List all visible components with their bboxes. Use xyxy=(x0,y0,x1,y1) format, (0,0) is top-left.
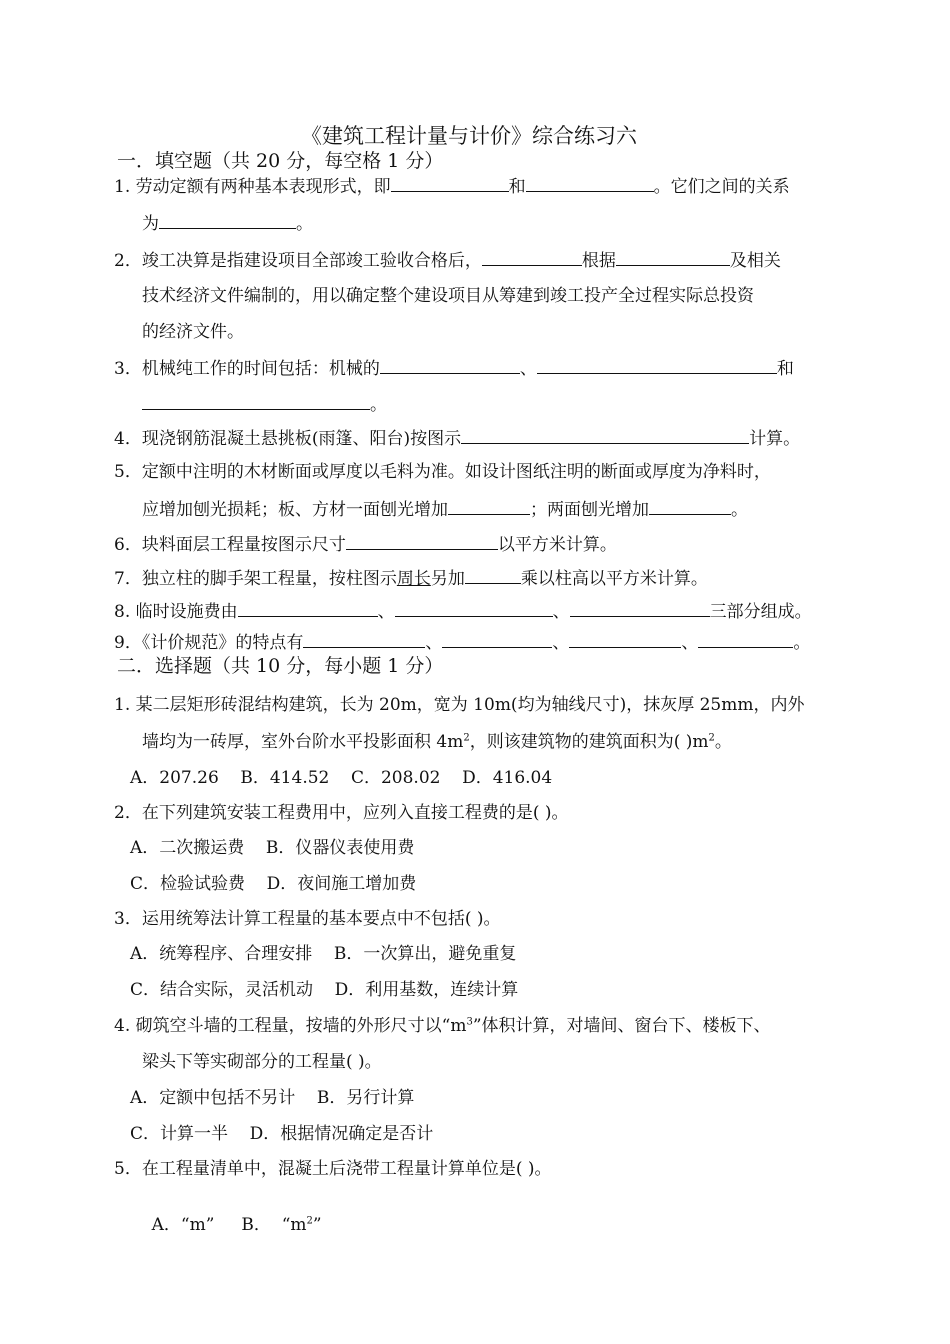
superscript: 2 xyxy=(463,732,470,744)
text: 为 xyxy=(142,214,159,234)
text: 根据 xyxy=(581,251,616,271)
superscript: 3 xyxy=(466,1016,473,1028)
choice-options: C．结合实际，灵活机动 D．利用基数，连续计算 xyxy=(130,980,519,1000)
text: 、 xyxy=(377,602,395,622)
text: 、 xyxy=(552,633,570,653)
text: 8. 临时设施费由 xyxy=(114,602,238,622)
text: 以平方米计算。 xyxy=(497,535,617,555)
text: 2．竣工决算是指建设项目全部竣工验收合格后， xyxy=(114,251,482,271)
fill-question-2-cont: 技术经济文件编制的，用以确定整个建设项目从筹建到竣工投产全过程实际总投资 xyxy=(142,286,754,306)
text: 4. 砌筑空斗墙的工程量，按墙的外形尺寸以“m xyxy=(114,1016,467,1036)
page-title: 《建筑工程计量与计价》综合练习六 xyxy=(301,124,637,148)
answer-blank[interactable] xyxy=(482,250,582,266)
choice-question-4 xyxy=(114,1016,771,1036)
text: 、 xyxy=(681,633,699,653)
fill-question-7 xyxy=(114,568,708,589)
choice-question-1-cont xyxy=(142,732,732,752)
fill-question-1-cont xyxy=(142,213,313,234)
text: 、 xyxy=(425,633,443,653)
text: 乘以柱高以平方米计算。 xyxy=(520,569,708,589)
text: 和 xyxy=(508,177,526,197)
answer-blank[interactable] xyxy=(142,394,370,410)
answer-blank[interactable] xyxy=(537,358,777,374)
answer-blank[interactable] xyxy=(448,499,530,515)
answer-blank[interactable] xyxy=(526,176,654,192)
fill-question-2 xyxy=(114,250,781,271)
choice-options: A．定额中包括不另计 B．另行计算 xyxy=(130,1088,415,1108)
fill-question-1 xyxy=(114,176,790,197)
text: 计算。 xyxy=(749,429,801,449)
text: 7．独立柱的脚手架工程量，按柱图示 xyxy=(114,569,397,589)
answer-blank[interactable] xyxy=(395,601,553,617)
fill-question-9 xyxy=(114,632,810,653)
text: A．“m” B． “m xyxy=(151,1215,307,1235)
text: 。 xyxy=(714,732,732,752)
choice-question-2: 2．在下列建筑安装工程费用中，应列入直接工程费的是( )。 xyxy=(114,803,569,823)
choice-question-1: 1. 某二层矩形砖混结构建筑，长为 20m，宽为 10m(均为轴线尺寸)，抹灰厚 25mm，内外 xyxy=(114,695,805,715)
text: 。 xyxy=(370,395,387,415)
text: 、 xyxy=(552,602,570,622)
answer-blank[interactable] xyxy=(346,534,498,550)
choice-options: C．检验试验费 D．夜间施工增加费 xyxy=(130,874,417,894)
answer-blank[interactable] xyxy=(465,568,521,584)
text: 。 xyxy=(793,633,811,653)
text: ，则该建筑物的建筑面积为( )m xyxy=(469,732,709,752)
answer-blank[interactable] xyxy=(303,632,425,648)
underlined-term: 周长 xyxy=(396,569,431,589)
choice-options: A．207.26 B．414.52 C．208.02 D．416.04 xyxy=(130,768,553,788)
section-heading-choice: 二．选择题（共 10 分，每小题 1 分） xyxy=(117,655,444,677)
answer-blank[interactable] xyxy=(380,358,520,374)
answer-blank[interactable] xyxy=(616,250,730,266)
answer-blank[interactable] xyxy=(649,499,731,515)
answer-blank[interactable] xyxy=(442,632,552,648)
fill-question-3-cont xyxy=(142,394,387,415)
text: 墙均为一砖厚，室外台阶水平投影面积 4m xyxy=(142,732,464,752)
fill-question-2-cont: 的经济文件。 xyxy=(142,322,244,342)
fill-question-5-cont xyxy=(142,499,748,520)
text: 三部分组成。 xyxy=(709,602,812,622)
answer-blank[interactable] xyxy=(698,632,793,648)
text: 4．现浇钢筋混凝土悬挑板(雨篷、阳台)按图示 xyxy=(114,429,462,449)
choice-options: A．二次搬运费 B．仪器仪表使用费 xyxy=(130,838,415,858)
superscript: 2 xyxy=(708,732,715,744)
text: 另加 xyxy=(430,569,465,589)
fill-question-6 xyxy=(114,534,617,555)
text: 9．《计价规范》的特点有 xyxy=(114,633,304,653)
text: 及相关 xyxy=(729,251,781,271)
fill-question-5: 5．定额中注明的木材断面或厚度以毛料为准。如设计图纸注明的断面或厚度为净料时， xyxy=(114,462,771,482)
answer-blank[interactable] xyxy=(461,428,749,444)
text: ”体积计算，对墙间、窗台下、楼板下、 xyxy=(472,1016,771,1036)
answer-blank[interactable] xyxy=(238,601,378,617)
text: 6．块料面层工程量按图示尺寸 xyxy=(114,535,346,555)
choice-options xyxy=(130,1195,322,1255)
text: 3．机械纯工作的时间包括：机械的 xyxy=(114,359,380,379)
choice-question-4-cont: 梁头下等实砌部分的工程量( )。 xyxy=(142,1052,382,1072)
text: ；两面刨光增加 xyxy=(530,500,649,520)
text: 应增加刨光损耗；板、方材一面刨光增加 xyxy=(142,500,448,520)
text: 。它们之间的关系 xyxy=(653,177,790,197)
answer-blank[interactable] xyxy=(569,632,681,648)
text: 和 xyxy=(776,359,794,379)
text: ” xyxy=(312,1215,322,1235)
text: 、 xyxy=(519,359,537,379)
choice-options: C．计算一半 D．根据情况确定是否计 xyxy=(130,1124,434,1144)
fill-question-4 xyxy=(114,428,800,449)
choice-question-5: 5．在工程量清单中，混凝土后浇带工程量计算单位是( )。 xyxy=(114,1159,552,1179)
answer-blank[interactable] xyxy=(159,213,296,229)
text: 1. 劳动定额有两种基本表现形式，即 xyxy=(114,177,391,197)
text: 。 xyxy=(296,214,313,234)
choice-question-3: 3．运用统筹法计算工程量的基本要点中不包括( )。 xyxy=(114,909,501,929)
superscript: 2 xyxy=(306,1215,313,1227)
fill-question-3 xyxy=(114,358,794,379)
choice-options: A．统筹程序、合理安排 B．一次算出，避免重复 xyxy=(130,944,517,964)
text: 。 xyxy=(731,500,748,520)
answer-blank[interactable] xyxy=(570,601,710,617)
section-heading-fill-in: 一．填空题（共 20 分，每空格 1 分） xyxy=(117,150,444,172)
answer-blank[interactable] xyxy=(391,176,509,192)
fill-question-8 xyxy=(114,601,812,622)
